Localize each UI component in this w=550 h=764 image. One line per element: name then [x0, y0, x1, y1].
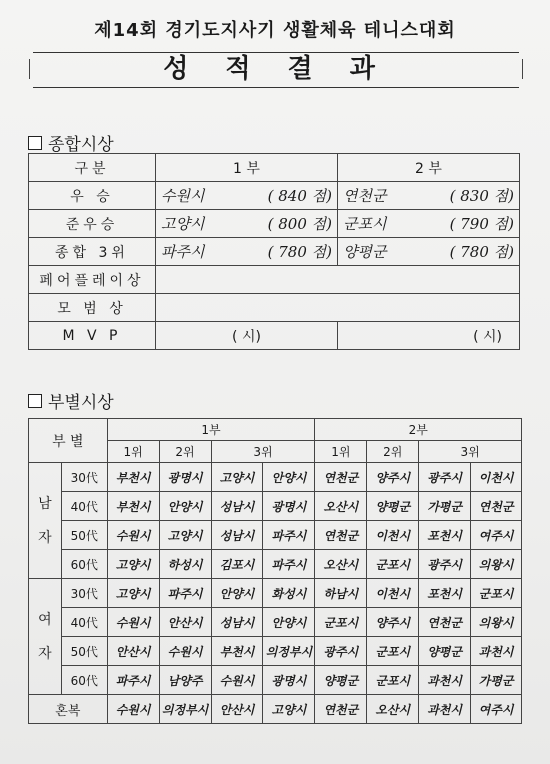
place-header: 1위 [107, 441, 159, 463]
winner-cell: 파주시 [159, 579, 211, 608]
winner-cell: 부천시 [211, 637, 263, 666]
winner-cell: 광주시 [419, 463, 471, 492]
checkbox-icon [28, 136, 42, 150]
winner-cell: 수원시 [159, 637, 211, 666]
winner-cell: 오산시 [315, 492, 367, 521]
award-label: 페어플레이상 [29, 266, 156, 294]
winner-cell: 군포시 [367, 666, 419, 695]
division-2-cell [338, 210, 520, 238]
place-header: 3위 [419, 441, 522, 463]
winner-score: ( 780 점) [449, 243, 514, 261]
table-row [29, 492, 522, 521]
award-label: 모 범 상 [29, 294, 156, 322]
winner-cell: 화성시 [263, 579, 315, 608]
mvp-city: ( 시) [232, 328, 261, 345]
award-label: 우 승 [29, 182, 156, 210]
division-2-header: 2 부 [338, 154, 520, 182]
winner-cell: 남양주 [159, 666, 211, 695]
winner-cell: 파주시 [263, 521, 315, 550]
winner-cell: 군포시 [315, 608, 367, 637]
table-row [29, 210, 520, 238]
winner-cell: 안산시 [107, 637, 159, 666]
age-label: 60代 [61, 550, 107, 579]
winner-cell: 이천시 [367, 579, 419, 608]
women-group-label: 여 자 [29, 579, 62, 695]
winner-cell: 부천시 [107, 463, 159, 492]
results-title: 성 적 결 과 [163, 54, 389, 84]
winner-cell: 의정부시 [263, 637, 315, 666]
winner-cell: 군포시 [367, 550, 419, 579]
winner-cell: 양주시 [367, 463, 419, 492]
winner-cell: 의왕시 [471, 608, 522, 637]
division-column-label: 부 별 [29, 419, 108, 463]
place-header: 1위 [315, 441, 367, 463]
winner-name: 연천군 [343, 187, 387, 205]
table-row [29, 238, 520, 266]
mvp-city: ( 시) [473, 328, 502, 345]
winner-cell: 고양시 [107, 579, 159, 608]
table-row [29, 637, 522, 666]
table-row [29, 521, 522, 550]
place-header: 2위 [367, 441, 419, 463]
division-1-cell [156, 322, 338, 350]
winner-cell: 광주시 [419, 550, 471, 579]
winner-cell: 광명시 [263, 666, 315, 695]
age-label: 60代 [61, 666, 107, 695]
winner-cell: 의정부시 [159, 695, 211, 724]
winner-cell: 고양시 [159, 521, 211, 550]
table-row [29, 266, 520, 294]
winner-cell: 파주시 [107, 666, 159, 695]
winner-cell: 성남시 [211, 492, 263, 521]
winner-cell: 연천군 [471, 492, 522, 521]
award-label: 종합 3위 [29, 238, 156, 266]
table-row [29, 579, 522, 608]
winner-cell: 이천시 [471, 463, 522, 492]
division-header-row [29, 419, 522, 441]
division-2-cell [338, 238, 520, 266]
winner-cell: 파주시 [263, 550, 315, 579]
division-2-cell [338, 322, 520, 350]
winner-cell: 포천시 [419, 521, 471, 550]
winner-cell: 여주시 [471, 521, 522, 550]
division-2-header: 2부 [315, 419, 522, 441]
winner-cell: 여주시 [471, 695, 522, 724]
men-group-label: 남 자 [29, 463, 62, 579]
table-row [29, 294, 520, 322]
tournament-title: 제14회 경기도지사기 생활체육 테니스대회 [94, 20, 456, 41]
winner-cell: 오산시 [367, 695, 419, 724]
winner-cell: 양평군 [315, 666, 367, 695]
winner-cell: 안산시 [159, 608, 211, 637]
age-label: 30代 [61, 463, 107, 492]
overall-heading [28, 130, 114, 155]
empty-cell [156, 294, 520, 322]
age-label: 40代 [61, 608, 107, 637]
winner-cell: 포천시 [419, 579, 471, 608]
age-label: 30代 [61, 579, 107, 608]
winner-name: 양평군 [343, 243, 387, 261]
division-1-cell [156, 182, 338, 210]
winner-cell: 안양시 [263, 608, 315, 637]
table-row [29, 666, 522, 695]
winner-name: 군포시 [343, 215, 387, 233]
empty-cell [156, 266, 520, 294]
winner-cell: 하성시 [159, 550, 211, 579]
winner-cell: 고양시 [211, 463, 263, 492]
column-label: 구분 [29, 154, 156, 182]
table-row [29, 463, 522, 492]
winner-score: ( 790 점) [449, 215, 514, 233]
winner-name: 고양시 [161, 215, 205, 233]
table-row [29, 322, 520, 350]
winner-name: 파주시 [161, 243, 205, 261]
age-label: 50代 [61, 637, 107, 666]
winner-cell: 군포시 [471, 579, 522, 608]
winner-score: ( 780 점) [267, 243, 332, 261]
winner-cell: 과천시 [471, 637, 522, 666]
winner-cell: 연천군 [315, 521, 367, 550]
winner-cell: 양평군 [367, 492, 419, 521]
division-1-cell [156, 238, 338, 266]
table-header-row [29, 154, 520, 182]
division-1-header: 1부 [107, 419, 315, 441]
winner-cell: 광주시 [315, 637, 367, 666]
winner-cell: 부천시 [107, 492, 159, 521]
winner-cell: 양주시 [367, 608, 419, 637]
age-label: 40代 [61, 492, 107, 521]
winner-cell: 이천시 [367, 521, 419, 550]
winner-score: ( 830 점) [449, 187, 514, 205]
winner-cell: 성남시 [211, 608, 263, 637]
winner-cell: 고양시 [263, 695, 315, 724]
overall-awards-table [28, 153, 520, 350]
winner-cell: 안양시 [211, 579, 263, 608]
winner-score: ( 800 점) [267, 215, 332, 233]
winner-score: ( 840 점) [267, 187, 332, 205]
age-label: 50代 [61, 521, 107, 550]
checkbox-icon [28, 394, 42, 408]
winner-cell: 수원시 [211, 666, 263, 695]
winner-cell: 연천군 [315, 463, 367, 492]
winner-cell: 광명시 [263, 492, 315, 521]
winner-cell: 수원시 [107, 608, 159, 637]
table-row [29, 695, 522, 724]
winner-cell: 오산시 [315, 550, 367, 579]
place-header: 2위 [159, 441, 211, 463]
mixed-label: 혼복 [29, 695, 108, 724]
table-row [29, 182, 520, 210]
winner-cell: 하남시 [315, 579, 367, 608]
winner-cell: 안산시 [211, 695, 263, 724]
place-header: 3위 [211, 441, 315, 463]
overall-heading-label: 종합시상 [48, 135, 114, 155]
table-row [29, 550, 522, 579]
winner-cell: 안양시 [159, 492, 211, 521]
winner-cell: 수원시 [107, 695, 159, 724]
award-label: M V P [29, 322, 156, 350]
winner-name: 수원시 [161, 187, 205, 205]
division-2-cell [338, 182, 520, 210]
winner-cell: 수원시 [107, 521, 159, 550]
division-1-header: 1 부 [156, 154, 338, 182]
winner-cell: 과천시 [419, 695, 471, 724]
winner-cell: 가평군 [471, 666, 522, 695]
winner-cell: 김포시 [211, 550, 263, 579]
winner-cell: 성남시 [211, 521, 263, 550]
winner-cell: 광명시 [159, 463, 211, 492]
winner-cell: 가평군 [419, 492, 471, 521]
winner-cell: 양평군 [419, 637, 471, 666]
division-heading [28, 388, 114, 413]
division-1-cell [156, 210, 338, 238]
winner-cell: 의왕시 [471, 550, 522, 579]
table-row [29, 608, 522, 637]
division-heading-label: 부별시상 [48, 393, 114, 413]
winner-cell: 연천군 [419, 608, 471, 637]
winner-cell: 군포시 [367, 637, 419, 666]
award-label: 준우승 [29, 210, 156, 238]
winner-cell: 안양시 [263, 463, 315, 492]
division-awards-table [28, 418, 522, 724]
winner-cell: 고양시 [107, 550, 159, 579]
winner-cell: 연천군 [315, 695, 367, 724]
winner-cell: 과천시 [419, 666, 471, 695]
